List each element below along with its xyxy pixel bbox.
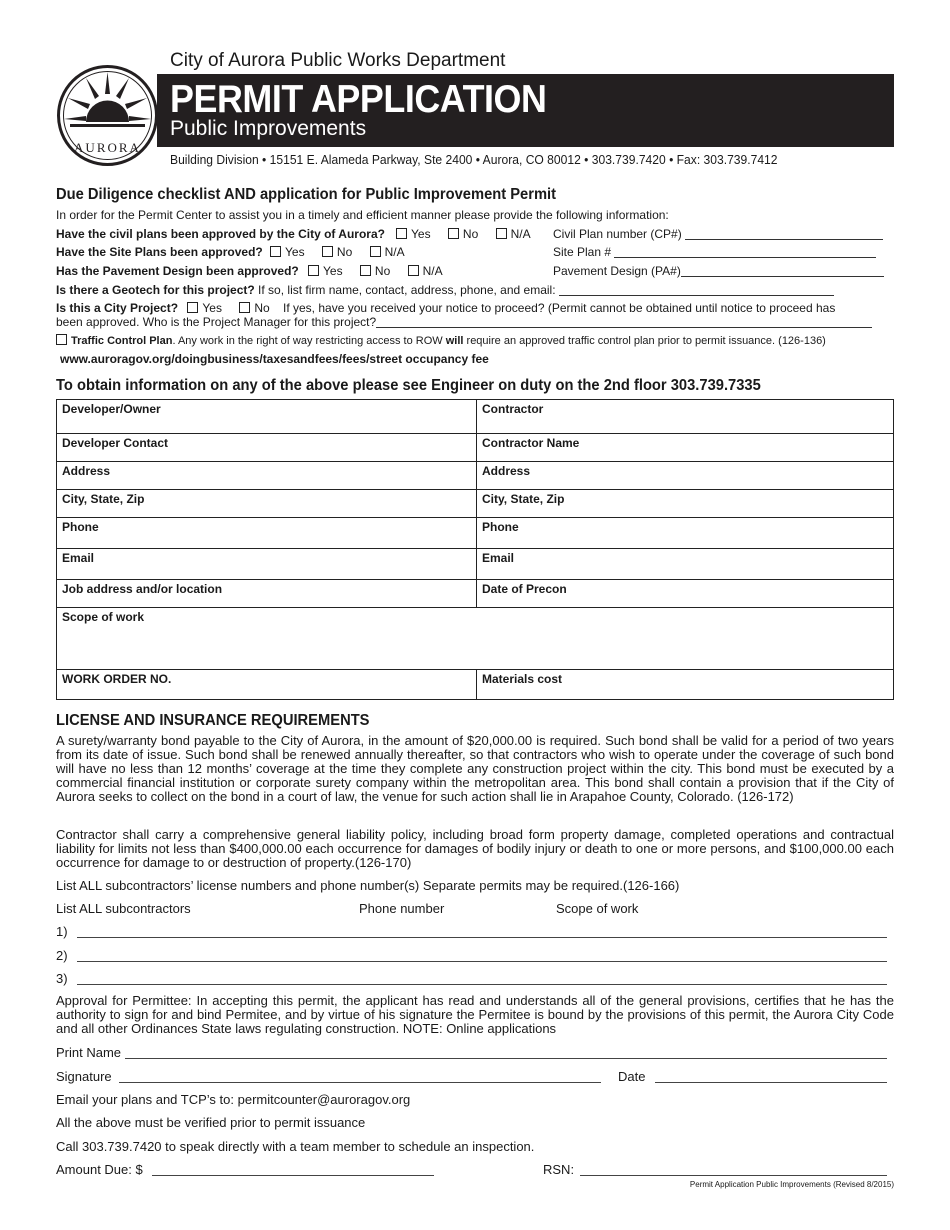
date-precon-cell[interactable] bbox=[477, 580, 894, 608]
q3-yes-label: Yes bbox=[323, 264, 343, 278]
engineer-note: To obtain information on any of the above please see Engineer on duty on the 2nd floor 303.739.7335 bbox=[56, 377, 761, 394]
email-instructions: Email your plans and TCP’s to: permitcounter@auroragov.org bbox=[56, 1092, 411, 1107]
q1-label: Have the civil plans been approved by the City of Aurora? bbox=[56, 227, 385, 241]
date-precon-label: Date of Precon bbox=[482, 582, 567, 596]
developer-owner-label: Developer/Owner bbox=[62, 402, 161, 416]
contractor-city-cell[interactable] bbox=[477, 490, 894, 518]
project-manager-field[interactable] bbox=[376, 316, 872, 328]
amount-due-field[interactable] bbox=[152, 1174, 434, 1176]
approval-paragraph: Approval for Permittee: In accepting this permit, the applicant has read and understands all of the general provisions, certifies that he has the authority to sign for and bind Permitee, and by virtue of his signature the Permitee is bound by the provisions of this permit, the Aurora City Code and all other Ordinances State laws regulating construction. NOTE: Online applications bbox=[56, 993, 894, 1036]
q3-no-label: No bbox=[374, 264, 391, 278]
print-name-field[interactable] bbox=[125, 1057, 887, 1059]
contractor-email-label: Email bbox=[482, 551, 515, 565]
contractor-cell[interactable] bbox=[477, 400, 894, 434]
civil-plan-field[interactable] bbox=[685, 228, 883, 240]
q2-no-checkbox[interactable] bbox=[322, 246, 333, 257]
subcontractor-row-1-field[interactable] bbox=[77, 936, 887, 938]
q1-yes-label: Yes bbox=[411, 227, 431, 241]
developer-address-label: Address bbox=[62, 464, 111, 478]
license-heading: LICENSE AND INSURANCE REQUIREMENTS bbox=[56, 712, 370, 729]
inspection-call-note: Call 303.739.7420 to speak directly with a team member to schedule an inspection. bbox=[56, 1139, 535, 1154]
materials-cost-label: Materials cost bbox=[482, 672, 563, 686]
phone-col-header: Phone number bbox=[359, 901, 445, 916]
work-order-cell[interactable] bbox=[57, 670, 477, 700]
site-plan-field[interactable] bbox=[614, 246, 876, 258]
q3-na-label: N/A bbox=[422, 264, 443, 278]
contractor-city-label: City, State, Zip bbox=[482, 492, 565, 506]
q1-na-label: N/A bbox=[510, 227, 531, 241]
site-plan-number bbox=[553, 245, 876, 259]
amount-due-label: Amount Due: $ bbox=[56, 1162, 143, 1177]
contractor-address-label: Address bbox=[482, 464, 531, 478]
developer-email-label: Email bbox=[62, 551, 95, 565]
liability-paragraph: Contractor shall carry a comprehensive general liability policy, including broad form property damage, completed operations and contractual liability for limits not less than $400,000.00 each occurrence for damages of bodily injury or death to one or more persons, and $100,000.00 each occurrence for damage to or destruction of property.(126-170) bbox=[56, 827, 894, 870]
q5-yes-label: Yes bbox=[202, 301, 222, 315]
tcp-text: . Any work in the right of way restricting access to ROW bbox=[172, 335, 446, 347]
q2-na-checkbox[interactable] bbox=[370, 246, 381, 257]
subcontractor-note: List ALL subcontractors’ license numbers and phone number(s) Separate permits may be required.(126-166) bbox=[56, 878, 680, 893]
q3-no-checkbox[interactable] bbox=[360, 265, 371, 276]
subcontractors-col-header: List ALL subcontractors bbox=[56, 901, 191, 916]
checklist-heading: Due Diligence checklist AND application for Public Improvement Permit bbox=[56, 186, 557, 203]
q5-text: If yes, have you received your notice to proceed? (Permit cannot be obtained until notice to proceed has bbox=[283, 301, 836, 315]
page-subtitle: Public Improvements bbox=[170, 117, 367, 140]
address-line: Building Division • 15151 E. Alameda Parkway, Ste 2400 • Aurora, CO 80012 • 303.739.7420 • Fax: 303.739.7412 bbox=[170, 152, 778, 167]
q5-text2: been approved. Who is the Project Manager for this project? bbox=[56, 315, 377, 329]
q1-no-checkbox[interactable] bbox=[448, 228, 459, 239]
q5-no-checkbox[interactable] bbox=[239, 302, 250, 313]
signature-field[interactable] bbox=[119, 1081, 601, 1083]
site-plan-label: Site Plan # bbox=[553, 245, 612, 259]
pavement-design-number bbox=[553, 264, 884, 278]
job-address-cell[interactable] bbox=[57, 580, 477, 608]
occupancy-fee-url[interactable]: www.auroragov.org/doingbusiness/taxesandfees/fees/street occupancy fee bbox=[60, 352, 489, 366]
scope-col-header: Scope of work bbox=[556, 901, 639, 916]
geotech-field[interactable] bbox=[559, 284, 834, 296]
q2-yes-checkbox[interactable] bbox=[270, 246, 281, 257]
bond-paragraph: A surety/warranty bond payable to the City of Aurora, in the amount of $20,000.00 is required. Such bond shall be valid for a period of two years from its date of issue. Such bond shall be renewed annually thereafter, so that contractors who wish to operate under the coverage of such bond will have no less than 12 months’ coverage at the time they complete any construction project within the city. This bond must be executed by a commercial financial institution or corporate surety company within the metropolitan area. This bond shall contain a provision that if the City of Aurora seeks to collect on the bond in a court of law, the venue for such action shall lie in Arapahoe County, Colorado. (126-172) bbox=[56, 733, 894, 804]
developer-address-cell[interactable] bbox=[57, 462, 477, 490]
developer-contact-label: Developer Contact bbox=[62, 436, 169, 450]
checklist-intro: In order for the Permit Center to assist you in a timely and efficient manner please provide the following information: bbox=[56, 208, 669, 222]
tcp-text2: require an approved traffic control plan prior to permit issuance. (126-136) bbox=[463, 335, 826, 347]
q5-label: Is this a City Project? bbox=[56, 301, 179, 315]
application-form-table bbox=[56, 399, 894, 700]
q5-yes-checkbox[interactable] bbox=[187, 302, 198, 313]
q2-label: Have the Site Plans been approved? bbox=[56, 245, 263, 259]
tcp-bold: will bbox=[445, 335, 464, 347]
developer-owner-cell[interactable] bbox=[57, 400, 477, 434]
contractor-address-cell[interactable] bbox=[477, 462, 894, 490]
subcontractor-row-2-label: 2) bbox=[56, 948, 68, 963]
q2-yes-label: Yes bbox=[285, 245, 305, 259]
tcp-line bbox=[56, 334, 826, 347]
q4-line bbox=[56, 283, 834, 297]
revision-footer: Permit Application Public Improvements (Revised 8/2015) bbox=[689, 1180, 894, 1189]
q4-label: Is there a Geotech for this project? bbox=[56, 283, 255, 297]
contractor-phone-cell[interactable] bbox=[477, 518, 894, 549]
developer-city-cell[interactable] bbox=[57, 490, 477, 518]
q5-no-label: No bbox=[254, 301, 270, 315]
q1-yes-checkbox[interactable] bbox=[396, 228, 407, 239]
developer-email-cell[interactable] bbox=[57, 549, 477, 580]
q1-options bbox=[390, 227, 531, 241]
work-order-label: WORK ORDER NO. bbox=[62, 672, 172, 686]
q3-na-checkbox[interactable] bbox=[408, 265, 419, 276]
materials-cost-cell[interactable] bbox=[477, 670, 894, 700]
print-name-label: Print Name bbox=[56, 1045, 122, 1060]
pavement-design-field[interactable] bbox=[681, 265, 884, 277]
civil-plan-label: Civil Plan number (CP#) bbox=[553, 227, 682, 241]
subcontractor-row-3-field[interactable] bbox=[77, 983, 887, 985]
pavement-design-label: Pavement Design (PA#) bbox=[553, 264, 681, 278]
rsn-field[interactable] bbox=[580, 1174, 887, 1176]
q5-line bbox=[56, 301, 835, 315]
subcontractor-row-1-label: 1) bbox=[56, 924, 68, 939]
q2-no-label: No bbox=[336, 245, 353, 259]
q3-label: Has the Pavement Design been approved? bbox=[56, 264, 299, 278]
scope-of-work-cell[interactable] bbox=[57, 608, 894, 670]
civil-plan-number bbox=[553, 227, 883, 241]
department-name: City of Aurora Public Works Department bbox=[170, 50, 506, 71]
logo-text: AURORA bbox=[74, 140, 141, 155]
job-address-label: Job address and/or location bbox=[62, 582, 223, 596]
subcontractor-row-2-field[interactable] bbox=[77, 960, 887, 962]
q3-options bbox=[302, 264, 443, 278]
q3-yes-checkbox[interactable] bbox=[308, 265, 319, 276]
developer-phone-label: Phone bbox=[62, 520, 99, 534]
scope-of-work-label: Scope of work bbox=[62, 610, 145, 624]
q4-text: If so, list firm name, contact, address, phone, and email: bbox=[254, 283, 556, 297]
contractor-name-cell[interactable] bbox=[477, 434, 894, 462]
q2-na-label: N/A bbox=[384, 245, 405, 259]
date-label: Date bbox=[618, 1069, 646, 1084]
contractor-phone-label: Phone bbox=[482, 520, 519, 534]
signature-label: Signature bbox=[56, 1069, 112, 1084]
developer-city-label: City, State, Zip bbox=[62, 492, 145, 506]
tcp-checkbox[interactable] bbox=[56, 334, 67, 345]
page-title: PERMIT APPLICATION bbox=[170, 78, 547, 121]
contractor-name-label: Contractor Name bbox=[482, 436, 580, 450]
developer-contact-cell[interactable] bbox=[57, 434, 477, 462]
q1-no-label: No bbox=[462, 227, 479, 241]
verification-note: All the above must be verified prior to permit issuance bbox=[56, 1115, 366, 1130]
q2-options bbox=[264, 245, 405, 259]
aurora-logo bbox=[56, 64, 159, 167]
contractor-email-cell[interactable] bbox=[477, 549, 894, 580]
rsn-label: RSN: bbox=[543, 1162, 575, 1177]
date-field[interactable] bbox=[655, 1081, 887, 1083]
developer-phone-cell[interactable] bbox=[57, 518, 477, 549]
q5-line2 bbox=[56, 315, 872, 329]
tcp-label: Traffic Control Plan bbox=[71, 335, 173, 347]
q1-na-checkbox[interactable] bbox=[496, 228, 507, 239]
contractor-label: Contractor bbox=[482, 402, 544, 416]
subcontractor-row-3-label: 3) bbox=[56, 971, 68, 986]
